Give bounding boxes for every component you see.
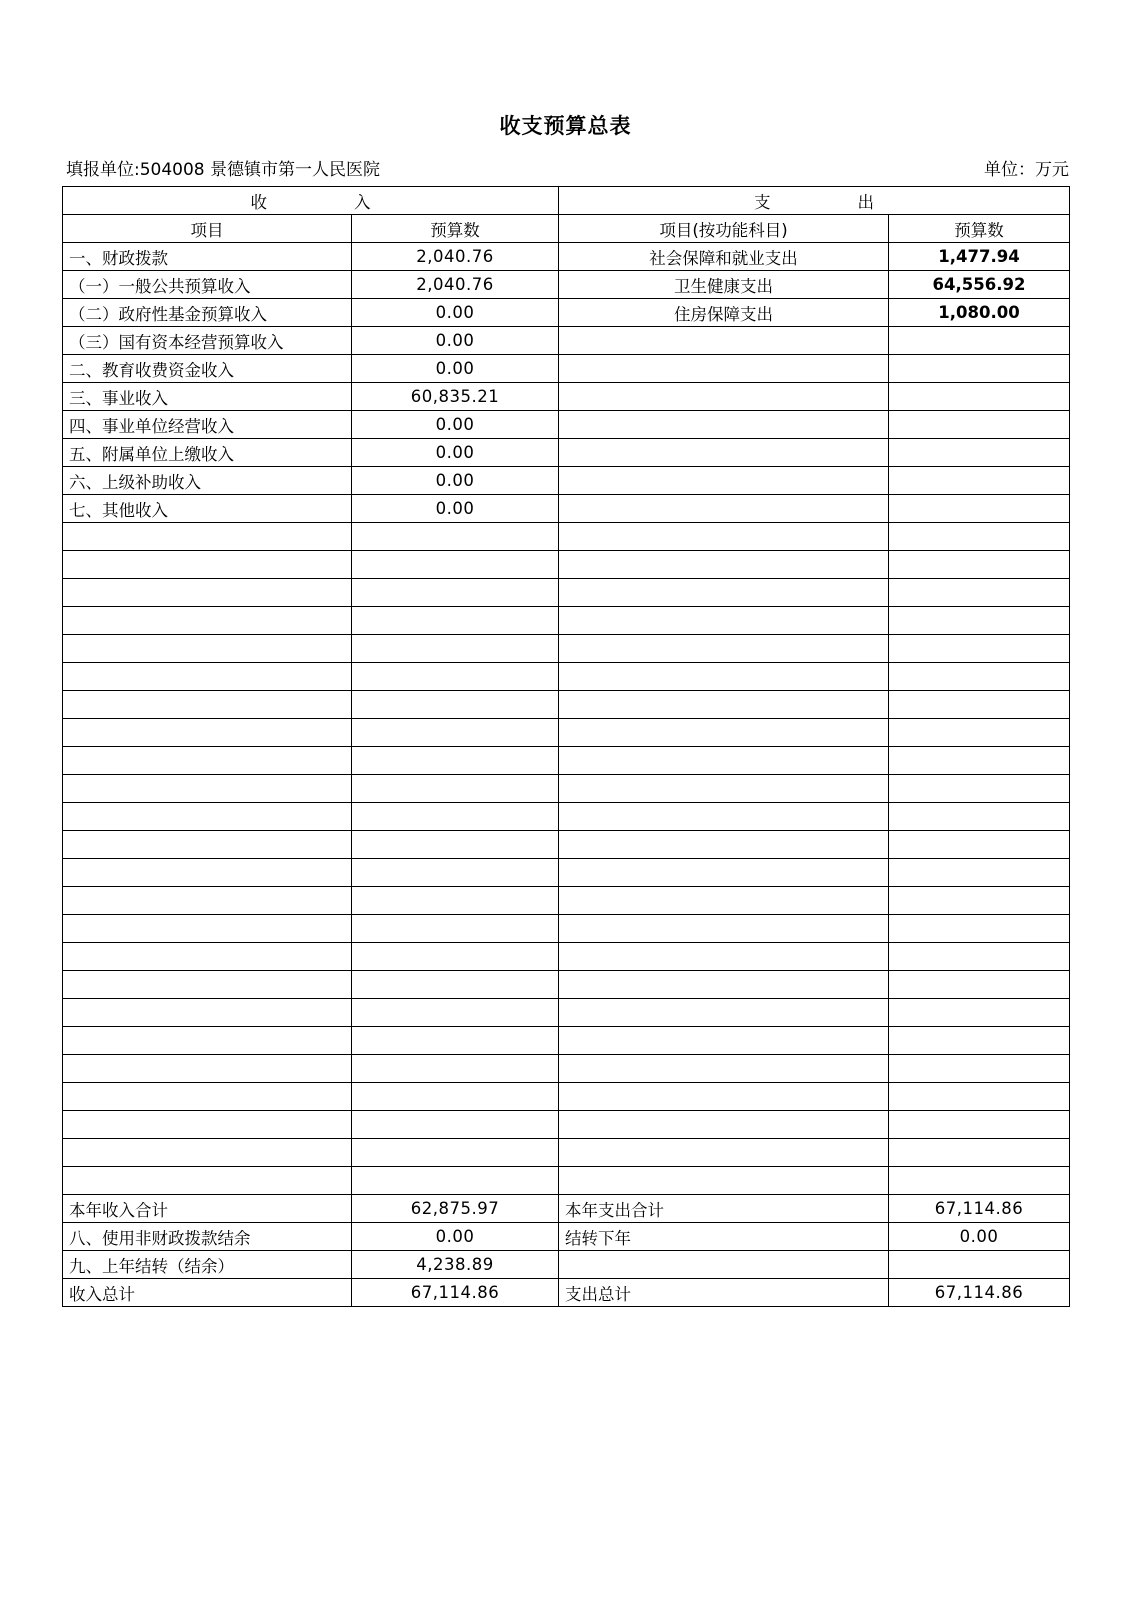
income-item-label: （二）政府性基金预算收入	[63, 299, 352, 327]
income-item-label: 五、附属单位上缴收入	[63, 439, 352, 467]
table-row	[63, 523, 1070, 551]
income-item-label-empty	[63, 1083, 352, 1111]
income-item-amount-empty	[352, 887, 559, 915]
expense-item-label: 住房保障支出	[559, 299, 889, 327]
income-item-amount-empty	[352, 775, 559, 803]
income-item-amount-empty	[352, 1083, 559, 1111]
income-item-amount: 0.00	[352, 439, 559, 467]
table-row	[63, 915, 1070, 943]
income-item-amount-empty	[352, 523, 559, 551]
income-item-amount: 0.00	[352, 467, 559, 495]
table-total-row	[63, 1223, 1070, 1251]
table-row	[63, 635, 1070, 663]
total-income-amount: 4,238.89	[352, 1251, 559, 1279]
income-item-label-empty	[63, 1139, 352, 1167]
reporting-unit-label: 填报单位:504008 景德镇市第一人民医院	[66, 160, 381, 180]
table-row	[63, 1027, 1070, 1055]
income-item-label-empty	[63, 887, 352, 915]
expense-item-amount-empty	[889, 803, 1070, 831]
expense-item-label-empty	[559, 551, 889, 579]
expense-item-label-empty	[559, 355, 889, 383]
income-item-label-empty	[63, 1027, 352, 1055]
income-item-amount: 0.00	[352, 327, 559, 355]
income-item-label: 三、事业收入	[63, 383, 352, 411]
income-item-label-empty	[63, 551, 352, 579]
expense-item-amount-empty	[889, 747, 1070, 775]
income-item-amount: 0.00	[352, 355, 559, 383]
table-row	[63, 495, 1070, 523]
income-item-label: （三）国有资本经营预算收入	[63, 327, 352, 355]
total-income-label: 八、使用非财政拨款结余	[63, 1223, 352, 1251]
expense-item-label-empty	[559, 467, 889, 495]
table-row	[63, 1055, 1070, 1083]
budget-table	[62, 186, 1070, 1307]
table-row	[63, 943, 1070, 971]
expense-item-label-empty	[559, 495, 889, 523]
expense-item-label-empty	[559, 803, 889, 831]
income-item-amount: 0.00	[352, 495, 559, 523]
expense-item-label: 社会保障和就业支出	[559, 243, 889, 271]
income-item-amount-empty	[352, 607, 559, 635]
income-item-label: 七、其他收入	[63, 495, 352, 523]
expense-item-amount-empty	[889, 1055, 1070, 1083]
expense-item-amount-empty	[889, 663, 1070, 691]
expense-item-amount-empty	[889, 523, 1070, 551]
income-item-label: （一）一般公共预算收入	[63, 271, 352, 299]
income-item-label-empty	[63, 1167, 352, 1195]
expense-item-label: 卫生健康支出	[559, 271, 889, 299]
expense-item-amount-empty	[889, 579, 1070, 607]
expense-item-amount: 64,556.92	[889, 271, 1070, 299]
income-item-amount-empty	[352, 551, 559, 579]
income-item-amount-empty	[352, 1027, 559, 1055]
income-item-amount: 2,040.76	[352, 271, 559, 299]
table-row	[63, 663, 1070, 691]
income-item-label-empty	[63, 999, 352, 1027]
expense-item-amount-empty	[889, 551, 1070, 579]
expense-item-amount-empty	[889, 467, 1070, 495]
table-total-row	[63, 1195, 1070, 1223]
expense-item-amount: 1,477.94	[889, 243, 1070, 271]
income-item-label-empty	[63, 691, 352, 719]
table-row	[63, 243, 1070, 271]
table-row	[63, 1111, 1070, 1139]
income-item-amount-empty	[352, 999, 559, 1027]
income-item-label-empty	[63, 747, 352, 775]
table-row	[63, 747, 1070, 775]
total-expense-amount: 67,114.86	[889, 1195, 1070, 1223]
income-item-amount-empty	[352, 859, 559, 887]
table-row	[63, 579, 1070, 607]
currency-unit-label: 单位：万元	[984, 160, 1069, 180]
table-row	[63, 691, 1070, 719]
total-expense-amount: 0.00	[889, 1223, 1070, 1251]
expense-item-label-empty	[559, 859, 889, 887]
expense-item-label-empty	[559, 635, 889, 663]
income-item-amount-empty	[352, 691, 559, 719]
column-header-row	[63, 215, 1070, 243]
income-item-label-empty	[63, 1055, 352, 1083]
expense-item-amount-empty	[889, 887, 1070, 915]
expense-item-label-empty	[559, 383, 889, 411]
income-item-amount: 0.00	[352, 411, 559, 439]
income-item-label: 四、事业单位经营收入	[63, 411, 352, 439]
income-item-amount-empty	[352, 747, 559, 775]
table-row	[63, 411, 1070, 439]
total-income-amount: 67,114.86	[352, 1279, 559, 1307]
income-item-label-empty	[63, 775, 352, 803]
expense-item-amount-empty	[889, 1167, 1070, 1195]
table-row	[63, 383, 1070, 411]
total-expense-label: 本年支出合计	[559, 1195, 889, 1223]
expense-item-label-empty	[559, 1167, 889, 1195]
income-item-amount-empty	[352, 943, 559, 971]
total-expense-label: 支出总计	[559, 1279, 889, 1307]
expense-item-label-empty	[559, 1083, 889, 1111]
expense-item-amount-empty	[889, 439, 1070, 467]
income-section-header: 收 入	[63, 187, 559, 215]
total-expense-label: 结转下年	[559, 1223, 889, 1251]
total-expense-amount: 67,114.86	[889, 1279, 1070, 1307]
table-row	[63, 803, 1070, 831]
expense-item-amount-empty	[889, 859, 1070, 887]
income-item-label-empty	[63, 663, 352, 691]
income-item-label-empty	[63, 859, 352, 887]
expense-item-amount-empty	[889, 943, 1070, 971]
expense-item-label-empty	[559, 579, 889, 607]
expense-item-label-empty	[559, 327, 889, 355]
table-row	[63, 551, 1070, 579]
income-item-amount-empty	[352, 1055, 559, 1083]
table-row	[63, 831, 1070, 859]
expense-item-label-empty	[559, 775, 889, 803]
table-row	[63, 467, 1070, 495]
table-row	[63, 299, 1070, 327]
expense-item-amount-empty	[889, 1027, 1070, 1055]
expense-item-label-empty	[559, 999, 889, 1027]
income-item-amount: 2,040.76	[352, 243, 559, 271]
income-item-label-empty	[63, 943, 352, 971]
income-item-label-empty	[63, 607, 352, 635]
income-item-amount-empty	[352, 831, 559, 859]
table-row	[63, 1139, 1070, 1167]
income-item-amount-empty	[352, 579, 559, 607]
table-total-row	[63, 1279, 1070, 1307]
total-income-label: 本年收入合计	[63, 1195, 352, 1223]
expense-item-amount-empty	[889, 1083, 1070, 1111]
meta-row	[62, 155, 1069, 179]
income-item-label-empty	[63, 915, 352, 943]
table-row	[63, 1167, 1070, 1195]
header-expense-amount: 预算数	[889, 215, 1070, 243]
expense-item-amount-empty	[889, 383, 1070, 411]
income-item-label-empty	[63, 635, 352, 663]
table-row	[63, 999, 1070, 1027]
expense-item-label-empty	[559, 1027, 889, 1055]
income-item-amount-empty	[352, 971, 559, 999]
expense-item-label-empty	[559, 691, 889, 719]
expense-item-label-empty	[559, 831, 889, 859]
income-item-amount-empty	[352, 915, 559, 943]
table-total-row	[63, 1251, 1070, 1279]
table-row	[63, 439, 1070, 467]
expense-item-label-empty	[559, 1139, 889, 1167]
expense-item-label-empty	[559, 607, 889, 635]
expense-item-amount-empty	[889, 999, 1070, 1027]
table-row	[63, 971, 1070, 999]
income-item-label-empty	[63, 971, 352, 999]
header-income-amount: 预算数	[352, 215, 559, 243]
expense-item-label-empty	[559, 523, 889, 551]
expense-item-amount: 1,080.00	[889, 299, 1070, 327]
table-row	[63, 859, 1070, 887]
section-header-row	[63, 187, 1070, 215]
total-expense-amount	[889, 1251, 1070, 1279]
page-title: 收支预算总表	[499, 114, 632, 138]
income-item-label-empty	[63, 523, 352, 551]
expense-item-amount-empty	[889, 775, 1070, 803]
income-item-label-empty	[63, 1111, 352, 1139]
income-item-label: 二、教育收费资金收入	[63, 355, 352, 383]
expense-item-label-empty	[559, 1111, 889, 1139]
expense-item-amount-empty	[889, 915, 1070, 943]
total-income-amount: 0.00	[352, 1223, 559, 1251]
income-item-label: 六、上级补助收入	[63, 467, 352, 495]
table-row	[63, 1083, 1070, 1111]
header-expense-item: 项目(按功能科目)	[559, 215, 889, 243]
total-income-label: 九、上年结转（结余）	[63, 1251, 352, 1279]
income-item-amount-empty	[352, 803, 559, 831]
income-item-amount-empty	[352, 1111, 559, 1139]
expense-item-label-empty	[559, 915, 889, 943]
table-row	[63, 775, 1070, 803]
expense-item-amount-empty	[889, 327, 1070, 355]
income-item-label-empty	[63, 719, 352, 747]
expense-item-label-empty	[559, 663, 889, 691]
table-row	[63, 719, 1070, 747]
income-item-amount: 60,835.21	[352, 383, 559, 411]
header-income-item: 项目	[63, 215, 352, 243]
expense-item-label-empty	[559, 747, 889, 775]
table-row	[63, 327, 1070, 355]
expense-item-amount-empty	[889, 495, 1070, 523]
table-row	[63, 271, 1070, 299]
income-item-label-empty	[63, 803, 352, 831]
expense-item-label-empty	[559, 943, 889, 971]
table-row	[63, 887, 1070, 915]
expense-section-header: 支 出	[559, 187, 1070, 215]
expense-item-amount-empty	[889, 691, 1070, 719]
expense-item-amount-empty	[889, 1111, 1070, 1139]
income-item-label-empty	[63, 831, 352, 859]
expense-item-label-empty	[559, 971, 889, 999]
income-item-amount-empty	[352, 635, 559, 663]
expense-item-amount-empty	[889, 355, 1070, 383]
table-row	[63, 607, 1070, 635]
income-item-amount-empty	[352, 1167, 559, 1195]
expense-item-amount-empty	[889, 411, 1070, 439]
expense-item-amount-empty	[889, 971, 1070, 999]
total-income-amount: 62,875.97	[352, 1195, 559, 1223]
income-item-amount: 0.00	[352, 299, 559, 327]
total-expense-label	[559, 1251, 889, 1279]
expense-item-label-empty	[559, 719, 889, 747]
expense-item-label-empty	[559, 439, 889, 467]
total-income-label: 收入总计	[63, 1279, 352, 1307]
expense-item-amount-empty	[889, 607, 1070, 635]
expense-item-label-empty	[559, 887, 889, 915]
income-item-amount-empty	[352, 663, 559, 691]
income-item-amount-empty	[352, 1139, 559, 1167]
expense-item-label-empty	[559, 411, 889, 439]
income-item-label-empty	[63, 579, 352, 607]
expense-item-amount-empty	[889, 831, 1070, 859]
income-item-amount-empty	[352, 719, 559, 747]
income-item-label: 一、财政拨款	[63, 243, 352, 271]
expense-item-label-empty	[559, 1055, 889, 1083]
table-row	[63, 355, 1070, 383]
expense-item-amount-empty	[889, 719, 1070, 747]
expense-item-amount-empty	[889, 1139, 1070, 1167]
expense-item-amount-empty	[889, 635, 1070, 663]
